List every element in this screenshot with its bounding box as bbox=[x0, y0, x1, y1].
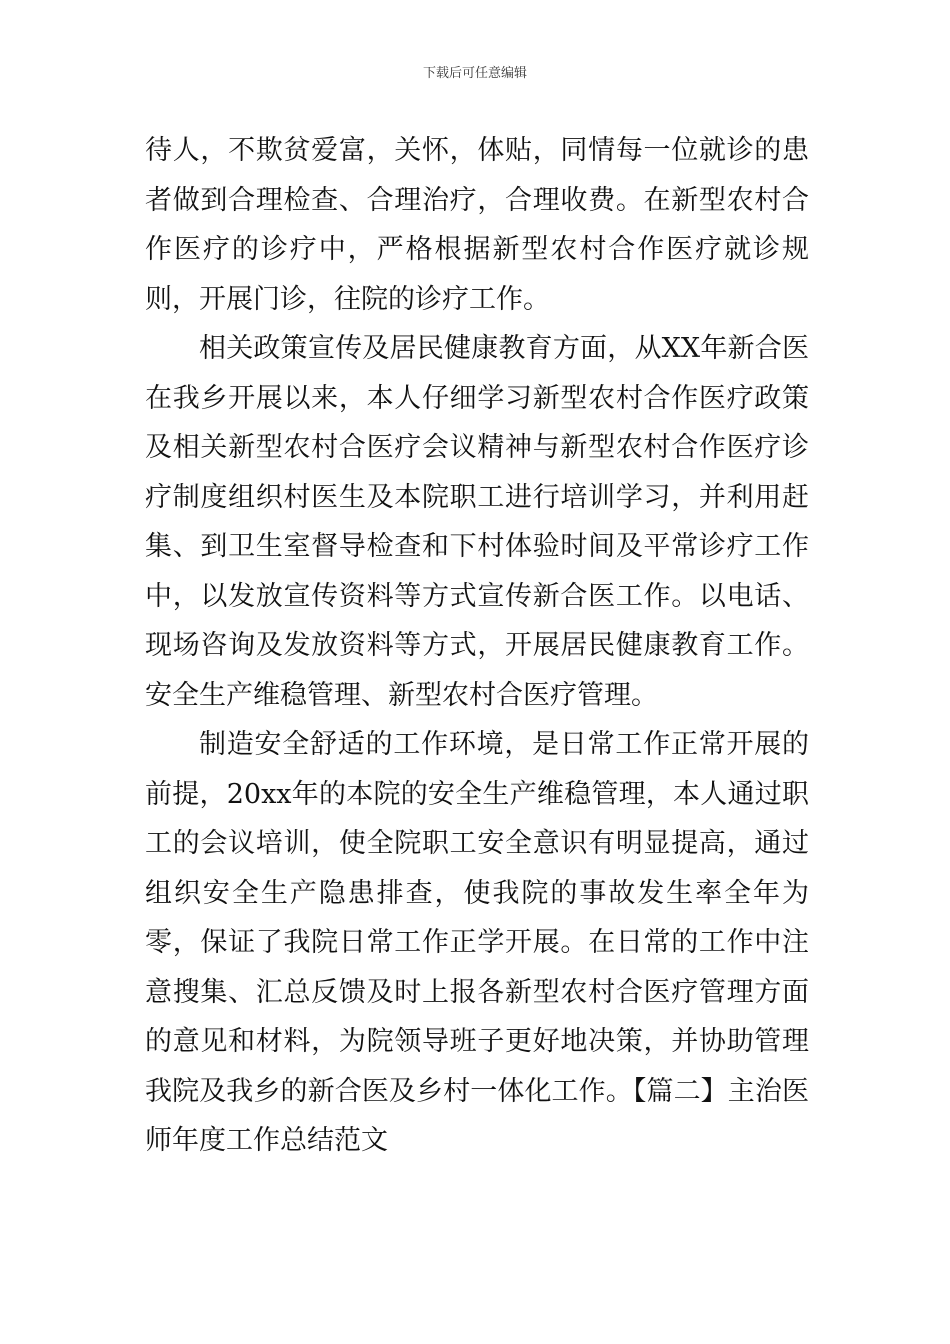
document-body bbox=[145, 126, 809, 1166]
paragraph-safety-management: 制造安全舒适的工作环境，是日常工作正常开展的前提，20xx年的本院的安全生产维稳管理，本人通过职工的会议培训，使全院职工安全意识有明显提高，通过组织安全生产隐患排查，使我院的事故发生率全年为零，保证了我院日常工作正学开展。在日常的工作中注意搜集、汇总反馈及时上报各新型农村合医疗管理方面的意见和材料，为院领导班子更好地决策，并协助管理我院及我乡的新合医及乡村一体化工作。【篇二】主治医师年度工作总结范文 bbox=[145, 729, 809, 1156]
page-header-note: 下载后可任意编辑 bbox=[422, 66, 527, 81]
paragraph-policy-education: 相关政策宣传及居民健康教育方面，从XX年新合医在我乡开展以来，本人仔细学习新型农村合作医疗政策及相关新型农村合医疗会议精神与新型农村合作医疗诊疗制度组织村医生及本院职工进行培训学习，并利用赶集、到卫生室督导检查和下村体验时间及平常诊疗工作中，以发放宣传资料等方式宣传新合医工作。以电话、现场咨询及发放资料等方式，开展居民健康教育工作。安全生产维稳管理、新型农村合医疗管理。 bbox=[145, 333, 809, 711]
paragraph-continuation: 待人，不欺贫爱富，关怀，体贴，同情每一位就诊的患者做到合理检查、合理治疗，合理收费。在新型农村合作医疗的诊疗中，严格根据新型农村合作医疗就诊规则，开展门诊，往院的诊疗工作。 bbox=[145, 135, 809, 315]
